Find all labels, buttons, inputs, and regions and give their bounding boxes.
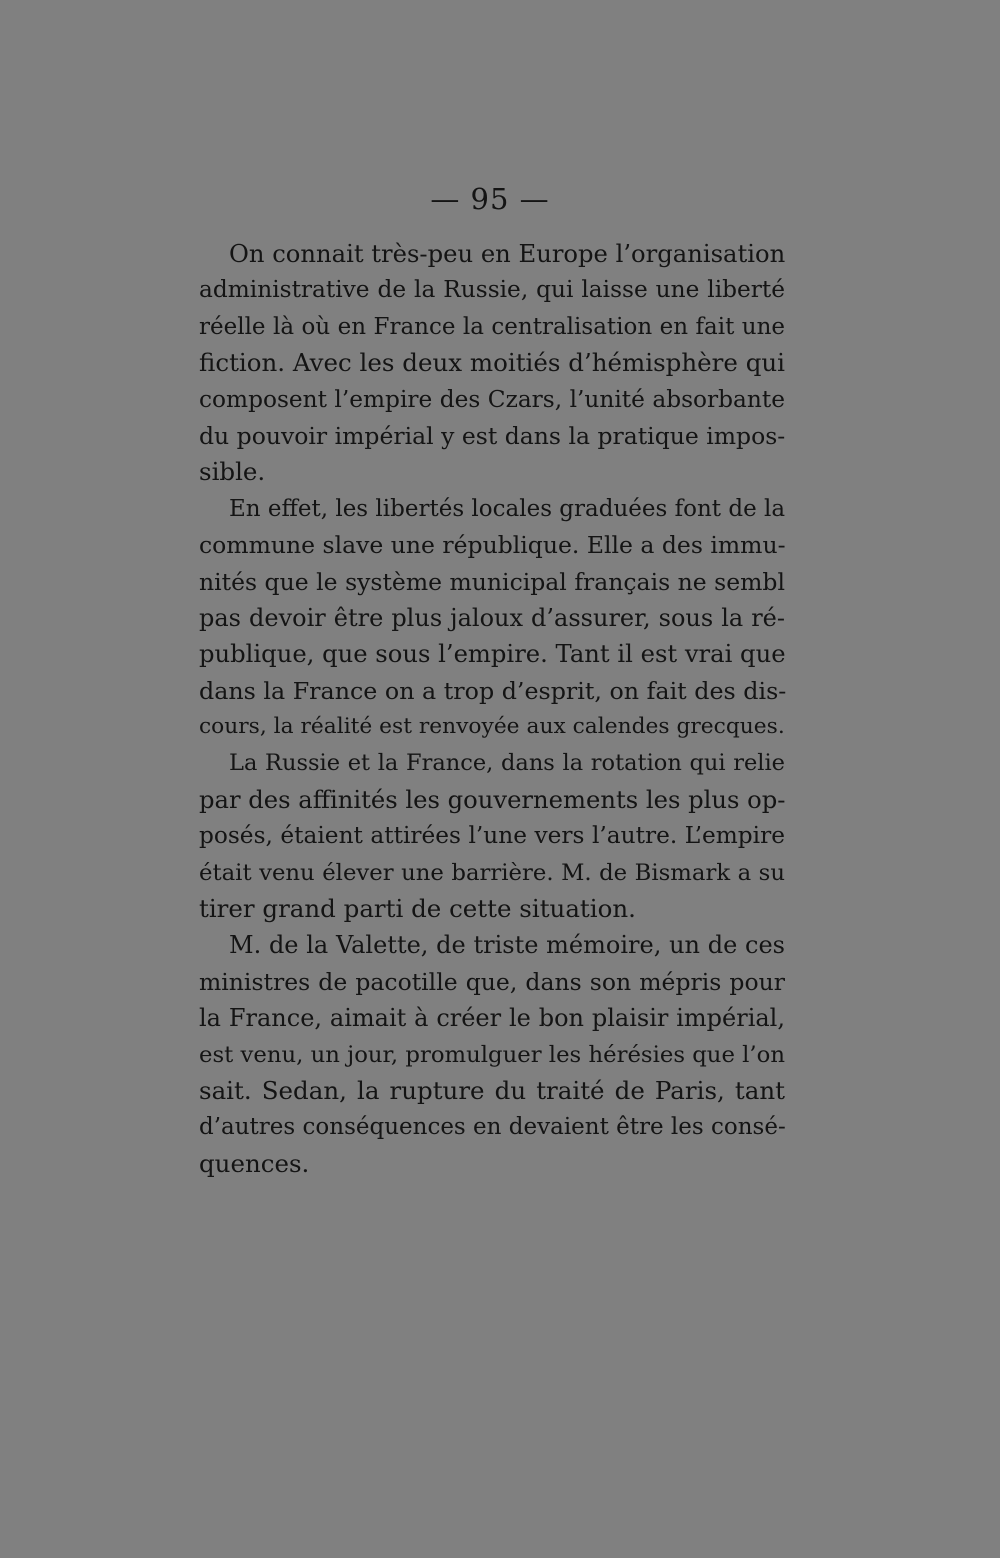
text-line: d’autres conséquences en devaient être les consé- bbox=[199, 1114, 786, 1141]
text-line: La Russie et la France, dans la rotation qui relie bbox=[229, 750, 785, 777]
text-line: En effet, les libertés locales graduées font de la bbox=[229, 495, 786, 522]
text-line: composent l’empire des Czars, l’unité absorbante bbox=[199, 385, 785, 413]
text-line: sible. bbox=[199, 457, 266, 487]
text-line: pas devoir être plus jaloux d’assurer, sous la ré- bbox=[199, 603, 785, 632]
text-line: du pouvoir impérial y est dans la pratique impos- bbox=[199, 421, 786, 450]
text-line: est venu, un jour, promulguer les hérésies que l’on bbox=[199, 1041, 785, 1068]
text-line: fiction. Avec les deux moitiés d’hémisphère qui bbox=[199, 348, 785, 378]
text-line: publique, que sous l’empire. Tant il est vrai que bbox=[199, 639, 786, 669]
text-line: administrative de la Russie, qui laisse une liberté bbox=[199, 276, 785, 304]
text-line: On connait très-peu en Europe l’organisation bbox=[229, 239, 786, 268]
text-line: la France, aimait à créer le bon plaisir impérial, bbox=[199, 1004, 785, 1033]
text-line: ministres de pacotille que, dans son mépris pour bbox=[199, 967, 785, 996]
text-line: posés, étaient attirées l’une vers l’autre. L’empire bbox=[199, 822, 785, 850]
text-line: quences. bbox=[199, 1148, 310, 1178]
text-line: était venu élever une barrière. M. de Bismark a su bbox=[199, 859, 785, 886]
text-line: commune slave une république. Elle a des immu- bbox=[199, 531, 786, 560]
text-line: réelle là où en France la centralisation en fait une bbox=[199, 313, 785, 340]
text-line: par des affinités les gouvernements les plus op- bbox=[199, 784, 786, 814]
page-number: — 95 — bbox=[430, 182, 550, 216]
text-line: M. de la Valette, de triste mémoire, un de ces bbox=[229, 931, 785, 960]
text-line: nités que le système municipal français ne sembl bbox=[199, 567, 785, 596]
body-text bbox=[199, 236, 785, 1182]
text-line: dans la France on a trop d’esprit, on fait des dis- bbox=[199, 676, 787, 705]
text-line: sait. Sedan, la rupture du traité de Paris, tant bbox=[199, 1075, 785, 1105]
text-line: cours, la réalité est renvoyée aux calendes grecques. bbox=[199, 714, 785, 740]
text-line: tirer grand parti de cette situation. bbox=[199, 894, 636, 924]
